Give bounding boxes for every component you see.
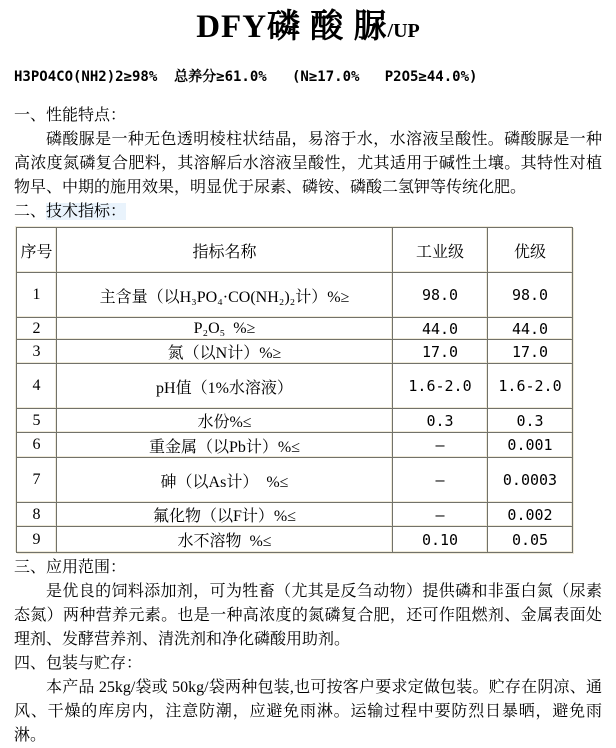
cell-row-no: 3 [17,340,57,364]
table-row [17,364,573,409]
table-row [17,503,573,527]
table-row [17,273,573,318]
cell-indicator: 水份%≤ [57,409,393,433]
spec-table [16,227,573,553]
cell-indicator: 水不溶物 %≤ [57,527,393,553]
cell-indicator: 砷（以As计） %≤ [57,458,393,503]
cell-indicator: pH值（1%水溶液） [57,364,393,409]
cell-row-no: 6 [17,433,57,458]
cell-row-no: 9 [17,527,57,553]
section-heading-specs [14,200,602,224]
table-row [17,318,573,340]
cell-premium: 44.0 [488,318,573,340]
cell-indicator: P₂O₅ %≥ [57,318,393,340]
cell-indicator: 氟化物（以F计）%≤ [57,503,393,527]
section-heading-application: 三、应用范围： [14,559,127,576]
cell-industrial: – [393,433,488,458]
spec-table-header-row [17,228,573,273]
cell-industrial: 98.0 [393,273,488,318]
cell-industrial: – [393,458,488,503]
col-header-premium: 优级 [488,228,573,273]
cell-premium: 17.0 [488,340,573,364]
cell-row-no: 8 [17,503,57,527]
cell-premium: 0.002 [488,503,573,527]
cell-row-no: 4 [17,364,57,409]
page-title-suffix: /UP [387,20,420,42]
table-row [17,458,573,503]
cell-industrial: 0.3 [393,409,488,433]
cell-industrial: 44.0 [393,318,488,340]
table-row [17,409,573,433]
page-title [14,0,602,52]
formula-line: H3PO4CO(NH2)2≥98% 总养分≥61.0% (N≥17.0% P2O5≥44.0%) [14,69,478,85]
table-row [17,433,573,458]
cell-premium: 1.6-2.0 [488,364,573,409]
cell-indicator: 氮（以N计）%≥ [57,340,393,364]
table-row [17,527,573,553]
cell-row-no: 1 [17,273,57,318]
cell-premium: 0.05 [488,527,573,553]
section-heading-packaging: 四、包装与贮存： [14,655,143,672]
table-row [17,340,573,364]
cell-premium: 0.3 [488,409,573,433]
page-title-main: DFY磷 酸 脲 [196,9,388,45]
section-body-packaging: 本产品 25kg/袋或 50kg/袋两种包装,也可按客户要求定做包装。贮存在阴凉、通风、干燥的库房内，注意防潮，应避免雨淋。运输过程中要防烈日暴晒，避免雨淋。 [14,679,602,744]
cell-premium: 98.0 [488,273,573,318]
cell-industrial: 17.0 [393,340,488,364]
cell-row-no: 5 [17,409,57,433]
section-body-features: 磷酸脲是一种无色透明棱柱状结晶，易溶于水，水溶液呈酸性。磷酸脲是一种高浓度氮磷复合肥料，其溶解后水溶液呈酸性，尤其适用于碱性土壤。其特性对植物早、中期的施用效果，明显优于尿素、磷铵、磷酸二氢钾等传统化肥。 [14,131,602,196]
cell-row-no: 2 [17,318,57,340]
cell-industrial: 1.6-2.0 [393,364,488,409]
cell-premium: 0.001 [488,433,573,458]
cell-indicator: 重金属（以Pb计）%≤ [57,433,393,458]
section-body-application: 是优良的饲料添加剂，可为牲畜（尤其是反刍动物）提供磷和非蛋白氮（尿素态氮）两种营养元素。也是一种高浓度的氮磷复合肥，还可作阻燃剂、金属表面处理剂、发酵营养剂、清洗剂和净化磷酸用助剂。 [14,583,602,648]
col-header-industrial: 工业级 [393,228,488,273]
cell-industrial: 0.10 [393,527,488,553]
section-heading-specs-text: 技术指标： [46,203,127,220]
cell-premium: 0.0003 [488,458,573,503]
col-header-name: 指标名称 [57,228,393,273]
section-heading-specs-prefix: 二、 [14,203,47,220]
section-heading-features: 一、性能特点： [14,107,127,124]
cell-indicator: 主含量（以H₃PO₄·CO(NH₂)₂计）%≥ [57,273,393,318]
cell-row-no: 7 [17,458,57,503]
col-header-index: 序号 [17,228,57,273]
cell-industrial: – [393,503,488,527]
